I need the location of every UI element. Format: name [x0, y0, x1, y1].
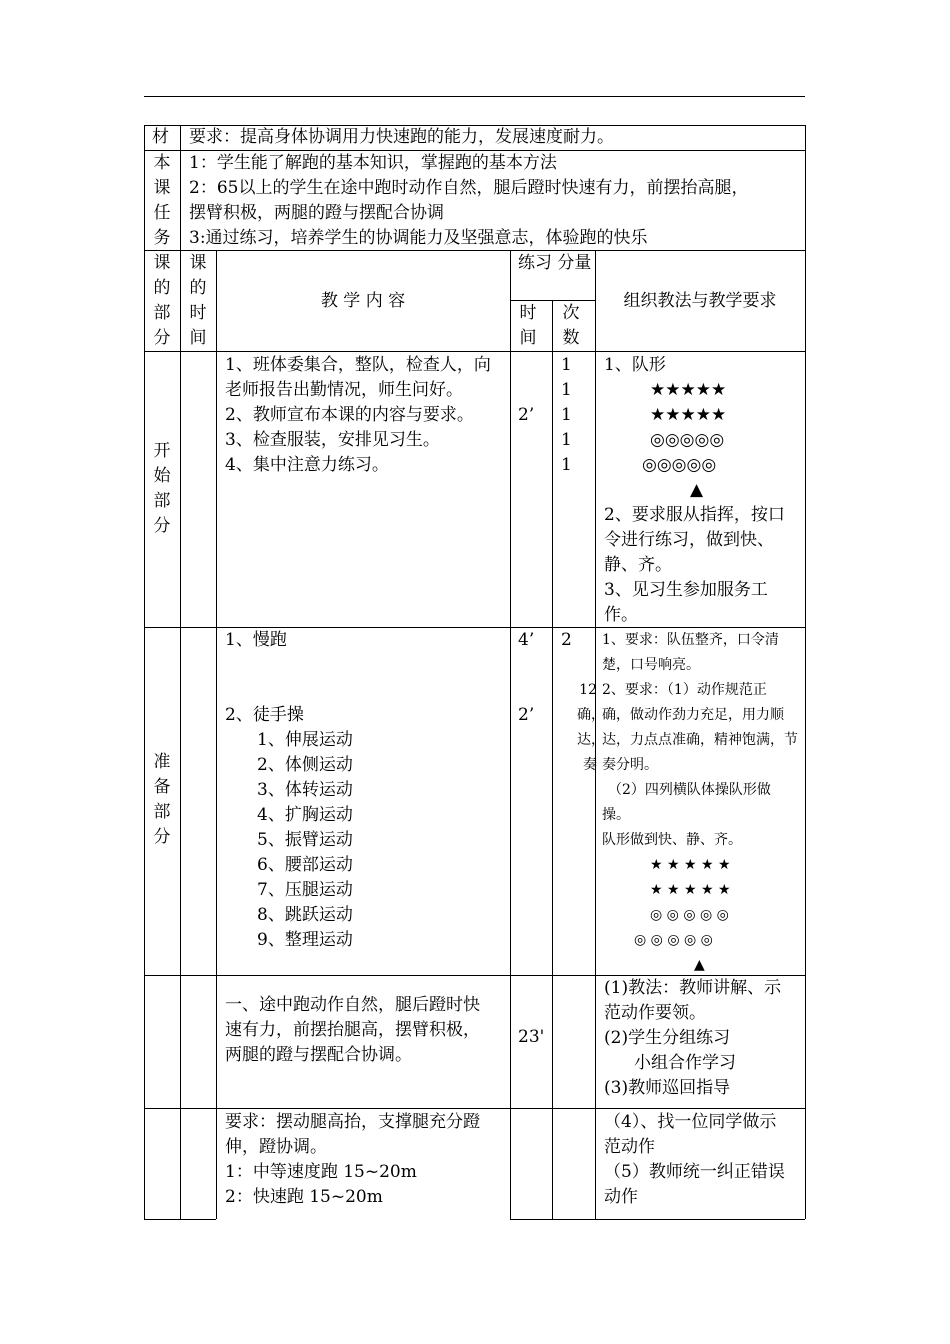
header-content: 教 学 内 容 [320, 291, 406, 311]
header-part: 课 的 部 分 [153, 253, 171, 348]
section-prep-time-ex: 2’ [518, 705, 535, 725]
section-main-time: 23' [518, 1027, 545, 1047]
section-prep-count-ex: 12 确， 达， 奏 [577, 682, 605, 773]
prep-formation-stars: ★ ★ ★ ★ ★ [650, 857, 731, 873]
section-main-org: (1)教法：教师讲解、示 范动作要领。 (2)学生分组练习 小组合作学习 (3)教师巡回指导 [604, 978, 782, 1098]
section-start-time: 2’ [518, 405, 535, 425]
header-practice: 练习 分量 [518, 253, 592, 273]
section-start-counts: 1 1 1 1 1 [561, 355, 572, 475]
header-practice-count: 次 数 [562, 303, 580, 348]
section-prep-content: 1、慢跑 2、徒手操 1、伸展运动 2、体侧运动 3、体转运动 4、扩胸运动 5、振臂运动 6、腰部运动 7、压腿运动 8、跳跃运动 9、整理运动 [225, 630, 353, 950]
header-practice-time: 时 间 [519, 303, 537, 348]
formation-circles: ◎◎◎◎◎ [650, 430, 725, 450]
material-text: 要求：提高身体协调用力快速跑的能力，发展速度耐力。 [189, 127, 614, 147]
section-main-content: 一、途中跑动作自然，腿后蹬时快 速有力，前摆抬腿高，摆臂积极， 两腿的蹬与摆配合协调。 [225, 995, 480, 1065]
header-org: 组织教法与教学要求 [623, 291, 777, 311]
header-time: 课 的 时 间 [189, 253, 207, 348]
section-req-org: （4）、找一位同学做示 范动作 （5）教师统一纠正错误 动作 [604, 1112, 785, 1207]
prep-formation-circles: ◎ ◎ ◎ ◎ ◎ [650, 907, 729, 923]
header-rule [144, 96, 805, 97]
section-prep-time-jog: 4’ [518, 630, 535, 650]
teacher-triangle: ▲ [690, 480, 704, 500]
section-prep-label: 准 备 部 分 [153, 752, 171, 847]
prep-teacher-triangle: ▲ [694, 957, 705, 973]
tasks-text: 1：学生能了解跑的基本知识，掌握跑的基本方法 2：65以上的学生在途中跑时动作自然，腿后蹬时快速有力，前摆抬高腿， 摆臂积极，两腿的蹬与摆配合协调 3:通过练习，培养学生的协调能力及坚强意志，体验跑的快乐 [189, 153, 749, 248]
section-start-label: 开 始 部 分 [153, 441, 171, 536]
section-prep-org: 1、要求：队伍整齐，口令清 楚，口号响亮。 2、要求：（1）动作规范正 确，做动作劲力充足，用力顺 达，力点点准确，精神饱满，节 奏分明。 （2）四列横队体操队形做 操。 队形做到快、静、齐。 ★ ★ ★ ★ ★ ★ ★ ★ ★ ★ ◎ ◎ ◎ ◎ ◎ ◎ ◎ ◎ ◎ ◎ ▲ [602, 628, 804, 978]
section-start-org: 1、队形 ★★★★★ ★★★★★ ◎◎◎◎◎ ◎◎◎◎◎ ▲ 2、要求服从指挥，按口 令进行练习，做到快、 静、齐。 3、见习生参加服务工 作。 [604, 353, 804, 628]
section-prep-count-jog: 2 [561, 630, 572, 650]
section-start-content: 1、班体委集合，整队，检查人，向 老师报告出勤情况，师生问好。 2、教师宣布本课的内容与要求。 3、检查服装，安排见习生。 4、集中注意力练习。 [225, 355, 491, 475]
material-label: 材 [152, 127, 169, 147]
tasks-label: 本 课 任 务 [153, 153, 171, 248]
formation-stars: ★★★★★ [650, 380, 727, 400]
section-req-content: 要求：摆动腿高抬，支撑腿充分蹬 伸，蹬协调。 1：中等速度跑 15~20m 2：快速跑 15~20m [225, 1112, 480, 1207]
